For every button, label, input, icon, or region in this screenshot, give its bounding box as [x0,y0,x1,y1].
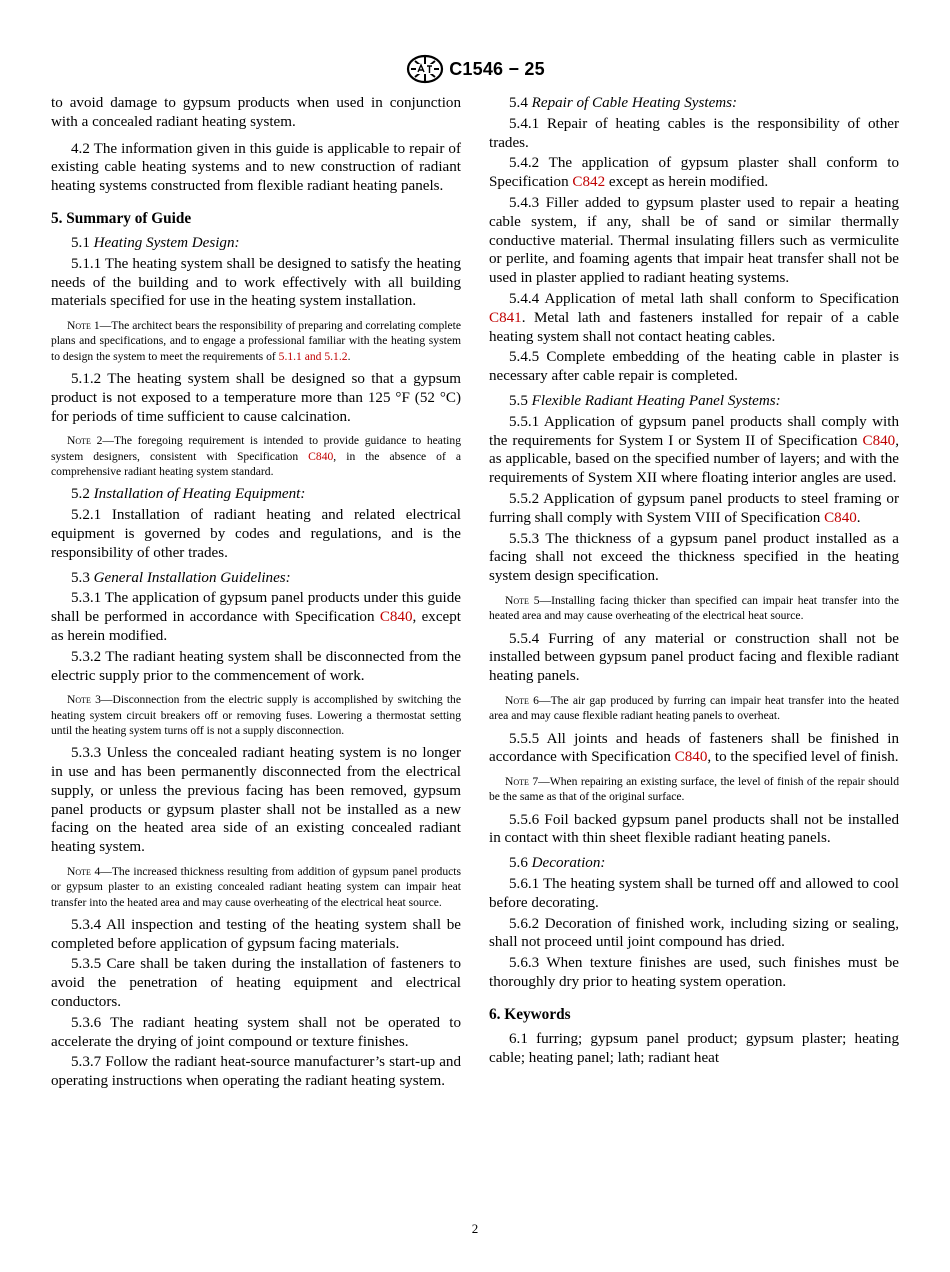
page-number: 2 [471,1221,479,1236]
subsection-5-4-heading: 5.4 Repair of Cable Heating Systems: [509,95,738,111]
paragraph-5-4-5: 5.4.5 Complete embedding of the heating cable in plaster is necessary after cable repair is completed. [489,349,899,385]
note-2: Note 2—The foregoing requirement is intended to provide guidance to heating system designers, consistent with Specification C840, in the absence of a comprehensive radiant heating system standard. [51,434,461,479]
paragraph-5-5-4: 5.5.4 Furring of any material or construction shall not be installed between gypsum panel product facing and flexible radiant heating panels. [489,630,899,685]
section-6-heading: 6. Keywords [489,1005,571,1023]
link-c840[interactable]: C840 [674,749,708,766]
paragraph-5-3-6: 5.3.6 The radiant heating system shall not be operated to accelerate the drying of joint compound or texture finishes. [51,1014,461,1050]
paragraph-6-1: 6.1 furring; gypsum panel product; gypsum plaster; heating cable; heating panel; lath; radiant heat [489,1030,899,1066]
paragraph-5-3-3: 5.3.3 Unless the concealed radiant heating system is no longer in use and has been permanently disconnected from the electrical supply, or unless the previous facing has been removed, gypsum panel products or gypsum plaster shall not be installed as a new facing on the heated area side of an existing concealed radiant heating system. [51,745,461,856]
paragraph-5-6-2: 5.6.2 Decoration of finished work, including sizing or sealing, shall not proceed until joint compound has dried. [489,915,899,951]
subsection-5-2-heading: 5.2 Installation of Heating Equipment: [71,486,306,503]
subsection-5-1-heading: 5.1 Heating System Design: [71,234,240,251]
paragraph-5-4-1: 5.4.1 Repair of heating cables is the responsibility of other trades. [489,115,899,151]
paragraph-4-2: 4.2 The information given in this guide is applicable to repair of existing cable heating systems and to new construction of radiant heating systems constructed from flexible radiant heating panels. [51,140,461,195]
page-header [0,52,950,86]
paragraph-5-1-2: 5.1.2 The heating system shall be designed so that a gypsum product is not exposed to a temperature more than 125 °F (52 °C) for periods of time sufficient to cause calcination. [51,371,461,425]
paragraph-5-5-3: 5.5.3 The thickness of a gypsum panel product installed as a facing shall not exceed the thickness specified in the heating system design specification. [489,530,899,585]
note-7: Note 7—When repairing an existing surface, the level of finish of the repair should be the same as that of the original surface. [489,775,899,804]
link-c840[interactable]: C840 [862,432,896,449]
subsection-5-5-heading: 5.5 Flexible Radiant Heating Panel Systems: [509,392,781,409]
note-4: Note 4—The increased thickness resulting from addition of gypsum panel products or gypsum plaster to an existing concealed radiant heating system can impair heat transfer into the heated area and may cause overheating of the electrical heat source. [51,864,461,909]
link-c841[interactable]: C841 [489,309,522,326]
left-column [51,94,461,1093]
paragraph-5-4-3: 5.4.3 Filler added to gypsum plaster used to repair a heating cable system, if any, shall be of sand or similar thermally conductive material. Thermal insulating fillers such as vermiculite or perlite, and foaming agents that impair heat transfer shall not be used in plaster applied to radiant heating systems. [489,194,899,287]
paragraph-5-4-2: 5.4.2 The application of gypsum plaster shall conform to Specification C842 except as herein modified. [489,155,899,191]
paragraph-5-3-4: 5.3.4 All inspection and testing of the heating system shall be completed before application of gypsum facing materials. [51,916,461,952]
paragraph-5-2-1: 5.2.1 Installation of radiant heating and related electrical equipment is governed by codes and regulations, and is the responsibility of other trades. [51,507,461,561]
section-5-heading: 5. Summary of Guide [51,209,192,227]
paragraph-5-6-1: 5.6.1 The heating system shall be turned off and allowed to cool before decorating. [489,876,899,911]
astm-logo-icon [405,53,445,85]
paragraph-5-1-1: 5.1.1 The heating system shall be designed to satisfy the heating needs of the building and to work effectively with all building materials specified for use in the heating system installation. [51,255,461,310]
note-1: Note 1—The architect bears the responsibility of preparing and correlating complete plans and specifications, and to engage a professional familiar with the heating system to design the system to meet the requirements of 5.1.1 and 5.1.2. [51,319,461,363]
right-column [489,94,899,1069]
paragraph-5-3-7: 5.3.7 Follow the radiant heat-source manufacturer’s start-up and operating instructions when operating the radiant heating system. [51,1054,461,1090]
paragraph-5-3-5: 5.3.5 Care shall be taken during the installation of fasteners to avoid the penetration of heating equipment and electrical conductors. [51,956,461,1011]
paragraph-5-4-4: 5.4.4 Application of metal lath shall conform to Specification C841. Metal lath and fasteners installed for repair of a cable heating system shall not contact heating cables. [489,290,899,345]
subsection-5-3-heading: 5.3 General Installation Guidelines: [71,569,291,586]
link-c840[interactable]: C840 [379,609,413,626]
paragraph-continuation: to avoid damage to gypsum products when used in conjunction with a concealed radiant heating system. [51,95,461,130]
link-c842[interactable]: C842 [572,174,606,191]
note-5: Note 5—Installing facing thicker than specified can impair heat transfer into the heated area and may cause overheating of the electrical heat source. [489,593,899,623]
standard-designation: C1546 − 25 [449,58,545,79]
link-c840[interactable]: C840 [308,449,334,463]
paragraph-5-5-6: 5.5.6 Foil backed gypsum panel products shall not be installed in contact with thin sheet flexible radiant heating panels. [489,811,899,847]
note-6: Note 6—The air gap produced by furring can impair heat transfer into the heated area and may cause flexible radiant heating panels to overheat. [489,693,900,723]
paragraph-5-5-2: 5.5.2 Application of gypsum panel products to steel framing or furring shall comply with System VIII of Specification C840. [489,490,899,526]
link-5-1-1-and-5-1-2[interactable]: 5.1.1 and 5.1.2 [278,349,348,363]
paragraph-5-5-5: 5.5.5 All joints and heads of fasteners shall be finished in accordance with Specification C840, to the specified level of finish. [489,730,899,766]
paragraph-5-3-1: 5.3.1 The application of gypsum panel products under this guide shall be performed in accordance with Specification C840, except as herein modified. [51,590,461,644]
subsection-5-6-heading: 5.6 Decoration: [509,855,606,872]
note-3: Note 3—Disconnection from the electric supply is accomplished by switching the heating system circuit breakers off or removing fuses. Lowering a thermostat setting until the heating system turns off is not a supply disconnection. [51,693,461,737]
paragraph-5-5-1: 5.5.1 Application of gypsum panel products shall comply with the requirements for System I or System II of Specification C840, as applicable, based on the specified number of layers; and with the requirements of System XII where floating interior angles are used. [489,413,899,487]
link-c840[interactable]: C840 [824,509,857,526]
paragraph-5-3-2: 5.3.2 The radiant heating system shall be disconnected from the electric supply prior to the commencement of work. [51,648,461,684]
paragraph-5-6-3: 5.6.3 When texture finishes are used, such finishes must be thoroughly dry prior to heating system operation. [489,955,899,991]
